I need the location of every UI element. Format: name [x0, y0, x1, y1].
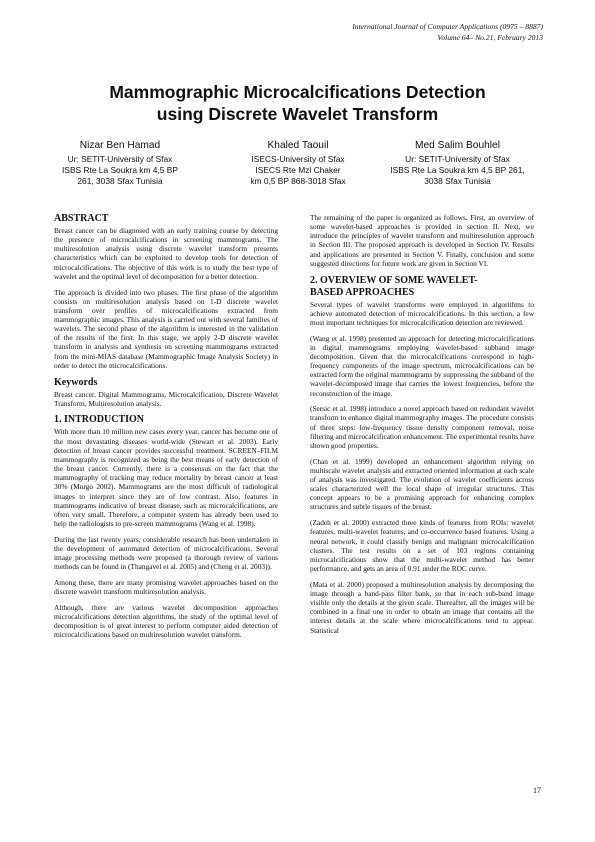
abstract-paragraph: The approach is divided into two phases. The first phase of the algorithm consists on multiresolution analysis based on 1-D discrete wavelet transform over profiles of microcalcifications extracted from mammographic images. This analysis is carried out with several families of wavelets. The second phase of the algorithm is interested in the validation of the results of the first. In this stage, we apply 2-D discrete wavelet transform in analysis and synthesis on screening mammograms extracted from the mini-MIAS database (Mammographic Image Analysis Society) in order to detect the microcalcifications. — [54, 287, 278, 370]
author-block — [370, 139, 545, 188]
author-name: Khaled Taouil — [267, 140, 329, 151]
left-column — [54, 213, 278, 646]
right-column — [310, 213, 534, 641]
introduction-paragraph: Although, there are various wavelet decomposition approaches microcalcifications detection algorithms, the study of the optimal level of decomposition is of great interest to perform computer aided detection of microcalcifications based on multiresolution wavelet transform. — [54, 602, 278, 640]
journal-name: International Journal of Computer Applications (0975 – 8887) — [352, 22, 543, 31]
author-name: Med Salim Bouhlel — [415, 140, 500, 151]
author-block — [218, 139, 378, 188]
overview-paragraph: Several types of wavelet transforms were employed in algorithms to achieve automated detection of microcalcifications. In this section, a few most important techniques for microcalcification detection are reviewed. — [310, 299, 534, 327]
journal-volume: Volume 64– No.21, February 2013 — [437, 32, 543, 42]
paper-organization-paragraph: The remaining of the paper is organized as follows. First, an overview of some wavelet-based approaches is provided in section II. Next, we introduce the principles of wavelet transform and multiresolution approach in Section III. The proposed approach is developed in Section IV. Results and applications are presented in Section V. Finally, conclusion and some suggested directions for future work are given in Section VI. — [310, 213, 534, 268]
paper-title — [40, 82, 555, 125]
abstract-heading: ABSTRACT — [54, 213, 109, 224]
overview-heading-line-1: 2. OVERVIEW OF SOME WAVELET- — [310, 274, 478, 286]
author-address: 261, 3038 Sfax Tunisia — [77, 176, 163, 187]
author-address: ISECS Rte Mzl Chaker — [255, 165, 341, 176]
page-number: 17 — [533, 786, 541, 795]
author-affiliation: ISECS-University of Sfax — [251, 154, 345, 164]
author-affiliation: Ur: SETIT-University of Sfax — [67, 154, 173, 164]
overview-paragraph: (Zadeh et al. 2000) extracted three kinds of features from ROIs: wavelet features, multi-wavelet features, and co-occurrence based features. Using a neural network, it could classify benign and malignant microcalcification clusters. The test results on a set of 103 regions containing microcalcifications show that the multi-wavelet method has better performance, and gets an area of 0.91 under the ROC curve. — [310, 518, 534, 573]
author-address: ISBS Rte La Soukra km 4,5 BP — [62, 165, 178, 176]
author-name: Nizar Ben Hamad — [79, 140, 161, 151]
author-address: 3038 Sfax Tunisia — [424, 176, 491, 187]
introduction-paragraph: Among these, there are many promising wavelet approaches based on the discrete wavelet transform multiresolution analysis. — [54, 577, 278, 597]
author-address: km 0,5 BP 868-3018 Sfax — [250, 176, 346, 187]
journal-header — [352, 22, 543, 43]
introduction-paragraph: During the last twenty years, considerable research has been undertaken in the development of automated detection of microcalcifications. Several image processing methods were proposed (a thorough review of various methods can be found in (Thangavel et al. 2005) and (Cheng et al. 2003)). — [54, 534, 278, 572]
author-address: ISBS Rte La Soukra km 4,5 BP 261, — [390, 165, 525, 176]
introduction-heading: 1. INTRODUCTION — [54, 414, 145, 426]
overview-heading-line-2: BASED APPROACHES — [310, 286, 415, 298]
title-line-2: using Discrete Wavelet Transform — [156, 103, 439, 124]
overview-paragraph: (Mata et al. 2000) proposed a multiresolution analysis by decomposing the image through a band-pass filter bank, so that in each sub-band image visible only the details at the given scale. Thereafter, all the images will be combined in a final one in order to obtain an image that contains all the interest details at the scale where microcalcifications tend to appear. Statistical — [310, 579, 534, 635]
keywords-text: Breast cancer, Digital Mammograms, Microcalcification, Discrete Wavelet Transform, Multiresolution analysis. — [54, 389, 278, 408]
overview-paragraph: (Chan et al. 1999) developed an enhancement algorithm relying on multiscale wavelet analysis and extracted oriented information at each scale of analysis was investigated. The evolution of wavelet coefficients across scales characterized well the local shape of irregular structures. This concept appears to be a promising approach for enhancing complex structures and subtle tissues of the breast. — [310, 456, 534, 512]
introduction-paragraph: With more than 10 million new cases every year, cancer has become one of the most devastating diseases world-wide (Stewart et al. 2003). Early detection of breast cancer provides successful treatment. SCREEN–FILM mammography is recognized as being the best means of early detection of the breast cancer. Currently, there is a consensus on the fact that the mammography of tracking may reduce mortality by breast cancer at least 30% (Murgo 2002). Mammograms are the most difficult of radiological images to interpret since they are of low contrast. Also, features in mammograms indicative of breast disease, such as microcalcifications, are often very small. Therefore, a computer system has already been used to help the radiologists to pre-screen mammograms (Wang et al. 1998). — [54, 427, 278, 528]
overview-heading — [310, 275, 534, 299]
keywords-heading: Keywords — [54, 376, 98, 388]
title-line-1: Mammographic Microcalcifications Detection — [109, 82, 486, 102]
author-block — [40, 139, 200, 188]
overview-paragraph: (Wang et al. 1998) presented an approach for detecting microcalcifications in digital mammograms employing wavelet-based subband image decomposition. Given that the microcalcifications correspond to high-frequency components of the image spectrum, microcalcifications can be extracted form the original mammograms by suppressing the subband of the wavelet-decomposed image that carries the lowest frequencies, before the reconstruction of the image. — [310, 333, 534, 398]
overview-paragraph: (Sersic et al. 1998) introduce a novel approach based on redundant wavelet transform to enhance digital mammography images. The procedure consists of three steps: low-frequency tissue density component removal, noise filtering and microcalcification enhancement. The experimental results have shown good properties. — [310, 404, 534, 450]
abstract-paragraph: Breast cancer can be diagnosed with an early training course by detecting the presence of microcalcifications in screening mammograms. The multiresolution analysis using discrete wavelet transform presents characteristics which can be exploited to develop tools for detection of microcalcifications. The objective of this work is to study the best type of wavelet and the optimal level of decomposition for a better detection. — [54, 226, 278, 281]
author-affiliation: Ur: SETIT-University of Sfax — [405, 154, 510, 164]
